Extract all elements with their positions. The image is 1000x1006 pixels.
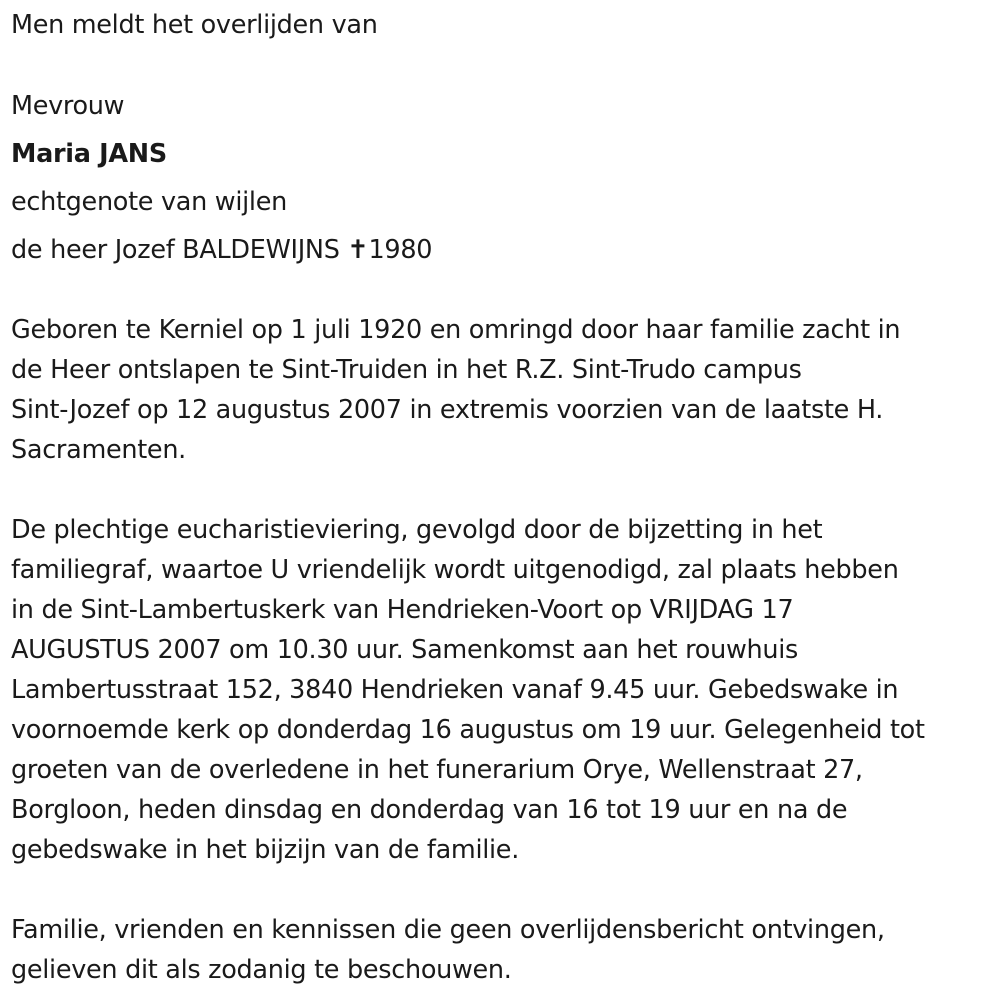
paragraph-line: de Heer ontslapen te Sint-Truiden in het R.Z. Sint-Trudo campus [11, 355, 802, 385]
paragraph-line: De plechtige eucharistieviering, gevolgd door de bijzetting in het [11, 515, 823, 545]
paragraph-line: Borgloon, heden dinsdag en donderdag van 16 tot 19 uur en na de [11, 795, 848, 825]
paragraph-line: Lambertusstraat 152, 3840 Hendrieken vanaf 9.45 uur. Gebedswake in [11, 675, 899, 705]
paragraph-line: Sacramenten. [11, 435, 186, 465]
paragraph-line: AUGUSTUS 2007 om 10.30 uur. Samenkomst aan het rouwhuis [11, 635, 798, 665]
closing-paragraph [11, 910, 885, 990]
spouse-name: de heer Jozef BALDEWIJNS ✝1980 [11, 235, 433, 265]
deceased-name: Maria JANS [11, 139, 167, 169]
paragraph-line: Geboren te Kerniel op 1 juli 1920 en omringd door haar familie zacht in [11, 315, 901, 345]
relation-text: echtgenote van wijlen [11, 187, 287, 217]
paragraph-line: Sint-Jozef op 12 augustus 2007 in extremis voorzien van de laatste H. [11, 395, 884, 425]
paragraph-line: Familie, vrienden en kennissen die geen overlijdensbericht ontvingen, [11, 915, 885, 945]
paragraph-line: voornoemde kerk op donderdag 16 augustus om 19 uur. Gelegenheid tot [11, 715, 925, 745]
ceremony-paragraph [11, 510, 925, 870]
paragraph-line: in de Sint-Lambertuskerk van Hendrieken-Voort op VRIJDAG 17 [11, 595, 794, 625]
paragraph-line: gelieven dit als zodanig te beschouwen. [11, 955, 512, 985]
salutation: Mevrouw [11, 91, 125, 121]
paragraph-line: gebedswake in het bijzijn van de familie. [11, 835, 519, 865]
intro-text: Men meldt het overlijden van [11, 10, 378, 40]
birth-paragraph [11, 310, 900, 470]
paragraph-line: groeten van de overledene in het funerarium Orye, Wellenstraat 27, [11, 755, 863, 785]
paragraph-line: familiegraf, waartoe U vriendelijk wordt uitgenodigd, zal plaats hebben [11, 555, 899, 585]
